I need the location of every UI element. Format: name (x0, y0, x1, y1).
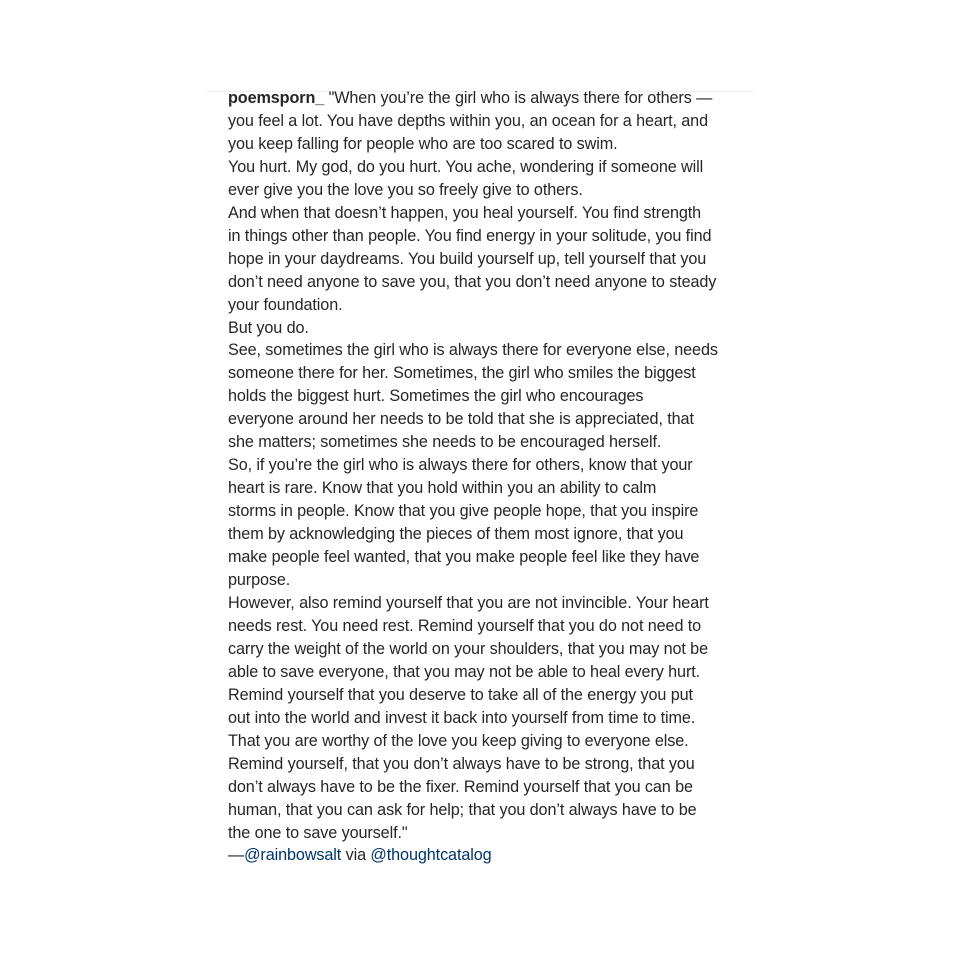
caption-line: hope in your daydreams. You build yourself up, tell yourself that you (228, 249, 707, 268)
post-caption (228, 87, 748, 867)
caption-line: don’t always have to be the fixer. Remind yourself that you can be (228, 777, 693, 796)
caption-line: them by acknowledging the pieces of them most ignore, that you (228, 525, 684, 544)
caption-line: However, also remind yourself that you are not invincible. Your heart (228, 593, 709, 612)
caption-line: But you do. (228, 318, 309, 337)
caption-line: your foundation. (228, 295, 343, 314)
mention-thoughtcatalog[interactable]: @thoughtcatalog (370, 846, 492, 865)
mention-rainbowsalt[interactable]: @rainbowsalt (244, 846, 342, 865)
credit-line (228, 844, 748, 867)
caption-line: holds the biggest hurt. Sometimes the girl who encourages (228, 387, 644, 406)
caption-line: in things other than people. You find energy in your solitude, you find (228, 226, 712, 245)
caption-line: ever give you the love you so freely give to others. (228, 180, 583, 199)
caption-line: You hurt. My god, do you hurt. You ache, wondering if someone will (228, 157, 704, 176)
caption-line: That you are worthy of the love you keep giving to everyone else. (228, 731, 689, 750)
caption-line: heart is rare. Know that you hold within you an ability to calm (228, 479, 657, 498)
caption-line: needs rest. You need rest. Remind yourself that you do not need to (228, 616, 702, 635)
caption-line: able to save everyone, that you may not be able to heal every hurt. (228, 662, 701, 681)
caption-line: make people feel wanted, that you make people feel like they have (228, 548, 700, 567)
caption-line: storms in people. Know that you give people hope, that you inspire (228, 502, 699, 521)
caption-line: purpose. (228, 571, 291, 590)
caption-line: she matters; sometimes she needs to be encouraged herself. (228, 433, 662, 452)
credit-dash: — (228, 846, 245, 865)
caption-line: So, if you’re the girl who is always there for others, know that your (228, 456, 693, 475)
caption-line: you keep falling for people who are too scared to swim. (228, 134, 618, 153)
caption-line: And when that doesn’t happen, you heal yourself. You find strength (228, 203, 702, 222)
caption-line: carry the weight of the world on your shoulders, that you may not be (228, 639, 708, 658)
caption-line: Remind yourself, that you don’t always have to be strong, that you (228, 754, 695, 773)
caption-line (228, 87, 748, 110)
caption-line: Remind yourself that you deserve to take all of the energy you put (228, 685, 693, 704)
caption-line: everyone around her needs to be told that she is appreciated, that (228, 410, 694, 429)
caption-line: human, that you can ask for help; that you don’t always have to be (228, 800, 697, 819)
caption-line: you feel a lot. You have depths within you, an ocean for a heart, and (228, 111, 708, 130)
caption-text: "When you’re the girl who is always there for others — (328, 89, 713, 107)
caption-line: out into the world and invest it back into yourself from time to time. (228, 708, 696, 727)
caption-line: don’t need anyone to save you, that you don’t need anyone to steady (228, 272, 717, 291)
caption-line: the one to save yourself." (228, 823, 408, 842)
caption-line: someone there for her. Sometimes, the girl who smiles the biggest (228, 364, 696, 383)
caption-line: See, sometimes the girl who is always there for everyone else, needs (228, 341, 718, 360)
username-link[interactable]: poemsporn_ (228, 89, 325, 107)
credit-via: via (341, 846, 371, 865)
